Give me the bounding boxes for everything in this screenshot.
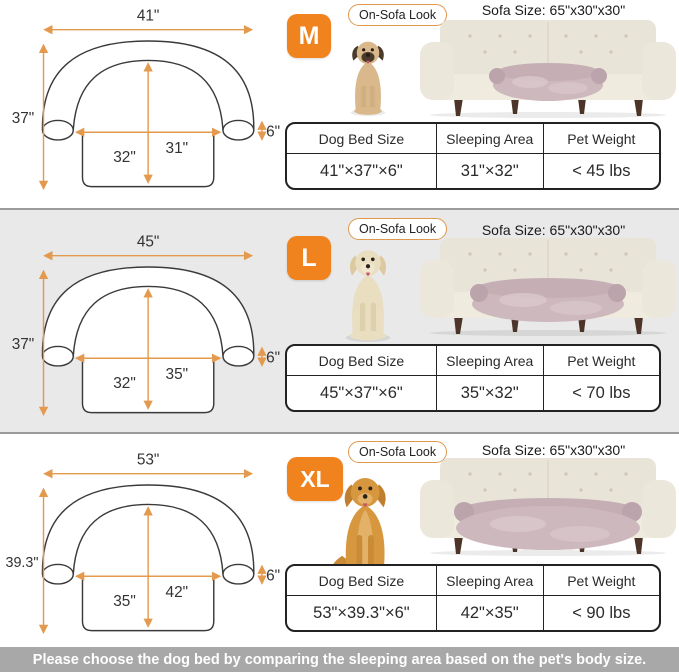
labrador-photo [336,234,400,356]
dimension-label-inner-width: 42" [165,583,189,601]
table-header-sleeping-area: Sleeping Area [436,346,544,376]
size-badge-label: L [301,243,317,272]
dimension-label-edge: 6" [266,567,281,585]
table-header-pet-weight: Pet Weight [544,124,659,154]
bed-dimension-diagram [4,446,282,646]
table-header-pet-weight: Pet Weight [544,346,659,376]
pug-photo [342,36,394,120]
bed-dimension-diagram [4,228,282,428]
bed-dimension-diagram [4,2,282,202]
table-value-pet-weight: < 70 lbs [572,383,631,402]
dimension-label-inner-height: 35" [113,593,136,610]
dimension-label-outer-height: 37" [11,336,35,354]
size-badge-l [287,236,331,280]
sofa-photo [418,14,678,118]
size-badge-label: M [298,21,320,50]
size-badge-m [287,14,331,58]
dimension-label-outer-width: 45" [136,233,160,251]
dimension-label-edge: 6" [266,123,281,141]
info-banner-text: Please choose the dog bed by comparing the sleeping area based on the pet's body size. [32,651,647,668]
table-header-bed-size: Dog Bed Size [287,346,436,376]
sofa-photo [418,232,678,336]
table-value-bed-size: 45"×37"×6" [320,383,403,402]
sofa-size-text: Sofa Size: 65"x30"x30" [481,2,626,18]
table-value-bed-size: 41"×37"×6" [320,161,403,180]
dimension-label-outer-width: 41" [136,7,160,25]
dimension-label-inner-height: 32" [113,149,136,167]
table-value-sleeping-area: 42"×35" [436,596,544,630]
dog-bed-on-sofa [470,278,626,322]
dog-bed-on-sofa [489,63,607,101]
size-spec-table [285,564,661,632]
on-sofa-look-label: On-Sofa Look [359,8,437,22]
on-sofa-look-label: On-Sofa Look [359,445,437,459]
size-row-xl [0,434,679,647]
sofa-size-text: Sofa Size: 65"x30"x30" [481,222,626,238]
dimension-label-inner-height: 32" [113,375,136,392]
table-header-sleeping-area: Sleeping Area [436,124,544,154]
dimension-label-outer-height: 37" [11,110,35,128]
size-spec-table [285,122,661,190]
size-row-m [0,0,679,208]
dimension-label-inner-width: 31" [165,139,189,157]
table-header-sleeping-area: Sleeping Area [436,566,544,596]
table-value-sleeping-area: 31"×32" [436,154,544,188]
dimension-label-inner-width: 35" [165,365,189,383]
size-spec-table [285,344,661,412]
table-header-pet-weight: Pet Weight [544,566,659,596]
table-value-pet-weight: < 90 lbs [572,603,631,622]
table-value-pet-weight: < 45 lbs [572,161,631,180]
table-value-sleeping-area: 35"×32" [436,376,544,410]
on-sofa-look-label: On-Sofa Look [359,222,437,236]
size-badge-label: XL [300,465,330,492]
table-header-bed-size: Dog Bed Size [287,124,436,154]
sofa-photo [418,452,678,556]
size-row-l [0,210,679,432]
table-value-bed-size: 53"×39.3"×6" [313,603,410,622]
dog-bed-on-sofa [454,498,642,550]
table-header-bed-size: Dog Bed Size [287,566,436,596]
dimension-label-outer-height: 39.3" [5,555,39,572]
sofa-size-text: Sofa Size: 65"x30"x30" [481,442,626,458]
dimension-label-outer-width: 53" [136,451,160,469]
dimension-label-edge: 6" [266,349,281,367]
info-banner [0,647,679,672]
